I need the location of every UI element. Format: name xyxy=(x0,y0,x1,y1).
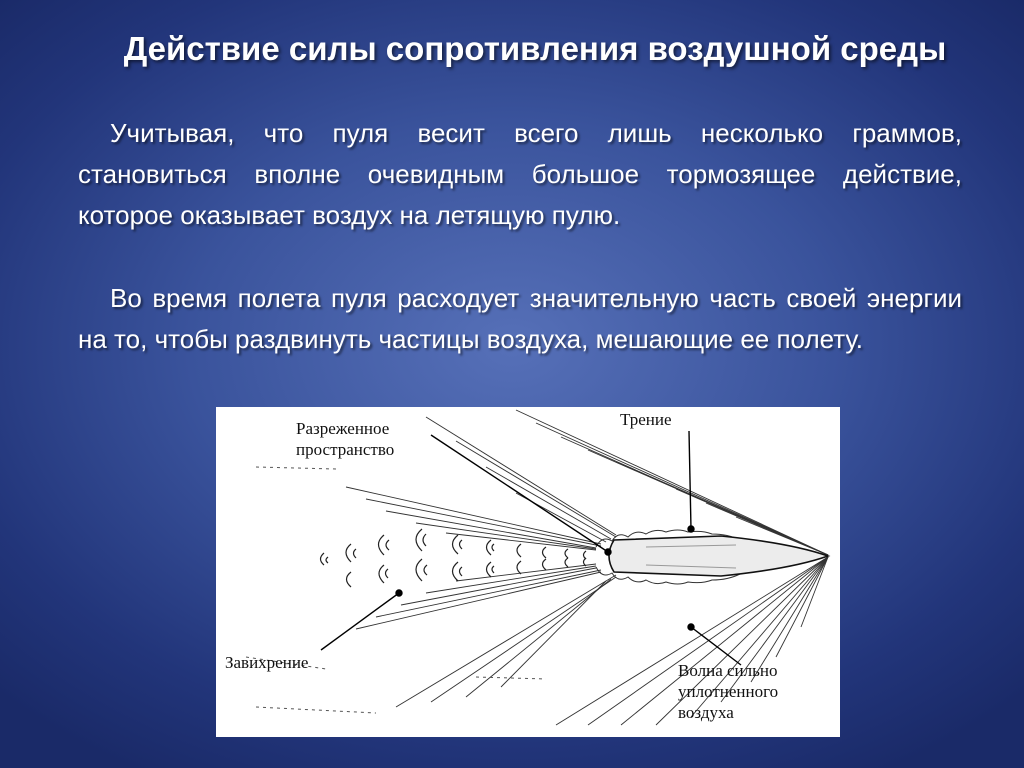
label-compressed-air-wave: Волна сильно уплотненного воздуха xyxy=(678,661,779,722)
paragraph-weight: Учитывая, что пуля весит всего лишь несколько граммов, становиться вполне очевидным большое тормозящее действие, которое оказывает воздух на летящую пулю. xyxy=(78,118,962,230)
bullet xyxy=(609,536,828,576)
label-vortex: Завихрение xyxy=(225,653,309,672)
paragraph-energy: Во время полета пуля расходует значительную часть своей энергии на то, чтобы раздвинуть частицы воздуха, мешающие ее полету. xyxy=(78,283,962,354)
faint-background-lines xyxy=(246,467,546,713)
bullet-air-resistance-diagram xyxy=(216,407,840,737)
slide-title: Действие силы сопротивления воздушной среды xyxy=(123,30,947,67)
vortex-wake xyxy=(321,529,587,587)
label-friction: Трение xyxy=(620,410,672,429)
label-rarefied-space: Разреженное пространство xyxy=(296,419,395,459)
